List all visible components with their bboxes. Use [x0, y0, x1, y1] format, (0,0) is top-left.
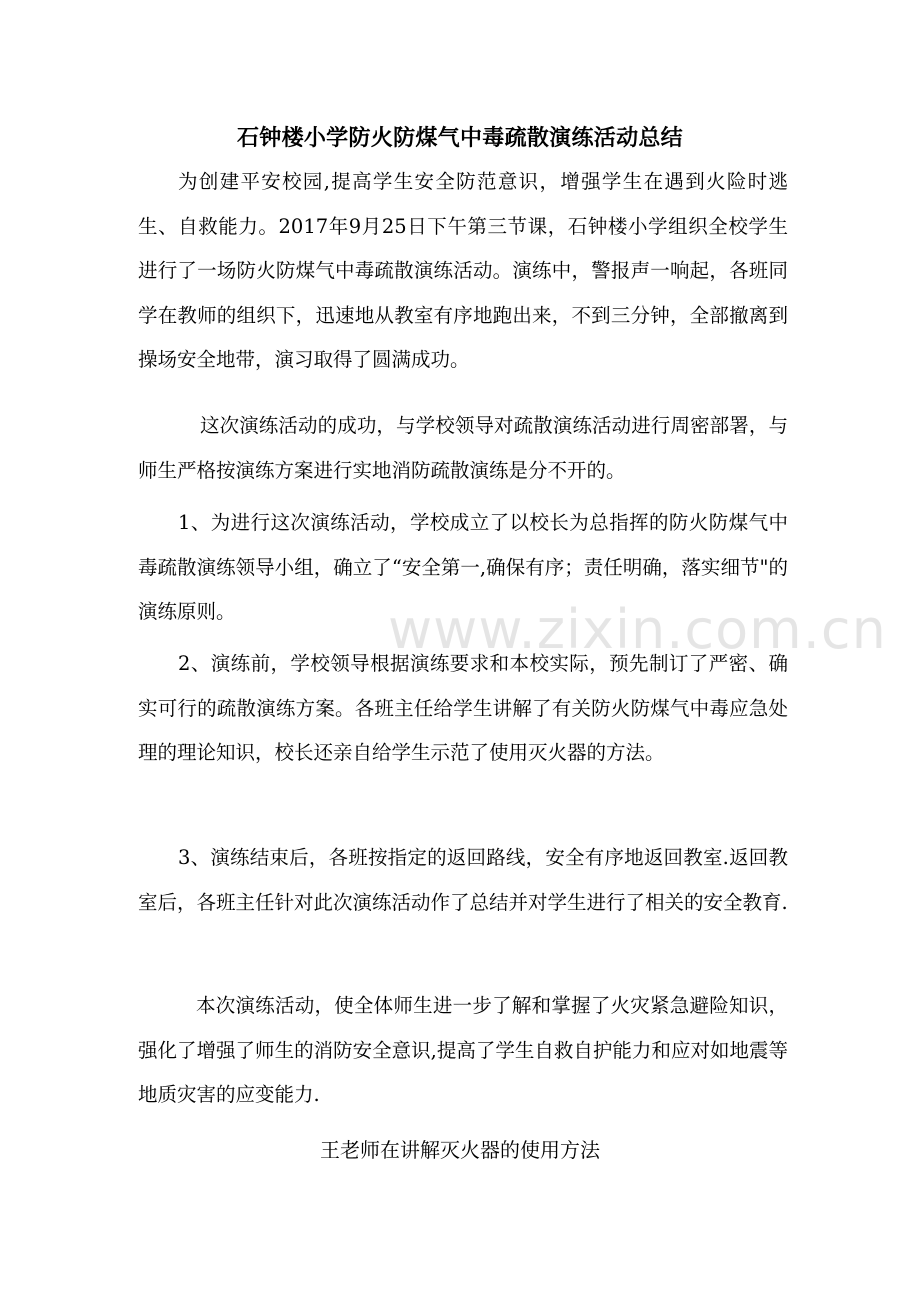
watermark: www.zixin.com.cn [388, 598, 887, 661]
paragraph-point-2: 2、演练前，学校领导根据演练要求和本校实际，预先制订了严密、确实可行的疏散演练方案。各班主任给学生讲解了有关防火防煤气中毒应急处理的理论知识，校长还亲自给学生示范了使用灭火器的方法。 [138, 652, 788, 764]
paragraph-success: 这次演练活动的成功，与学校领导对疏散演练活动进行周密部署，与师生严格按演练方案进行实地消防疏散演练是分不开的。 [138, 414, 788, 482]
image-caption: 王老师在讲解灭火器的使用方法 [320, 1138, 600, 1162]
paragraph-point-1: 1、为进行这次演练活动，学校成立了以校长为总指挥的防火防煤气中毒疏散演练领导小组，确立了“安全第一,确保有序；责任明确，落实细节"的演练原则。 [138, 511, 788, 623]
paragraph-intro: 为创建平安校园,提高学生安全防范意识，增强学生在遇到火险时逃生、自救能力。2017年9月25日下午第三节课，石钟楼小学组织全校学生进行了一场防火防煤气中毒疏散演练活动。演练中，警报声一响起，各班同学在教师的组织下，迅速地从教室有序地跑出来，不到三分钟，全部撤离到操场安全地带，演习取得了圆满成功。 [138, 170, 788, 371]
paragraph-point-3: 3、演练结束后，各班按指定的返回路线，安全有序地返回教室.返回教室后，各班主任针对此次演练活动作了总结并对学生进行了相关的安全教育. [138, 846, 788, 914]
document-title: 石钟楼小学防火防煤气中毒疏散演练活动总结 [236, 125, 683, 151]
paragraph-conclusion: 本次演练活动，使全体师生进一步了解和掌握了火灾紧急避险知识，强化了增强了师生的消防安全意识,提高了学生自救自护能力和应对如地震等地质灾害的应变能力. [138, 994, 788, 1106]
